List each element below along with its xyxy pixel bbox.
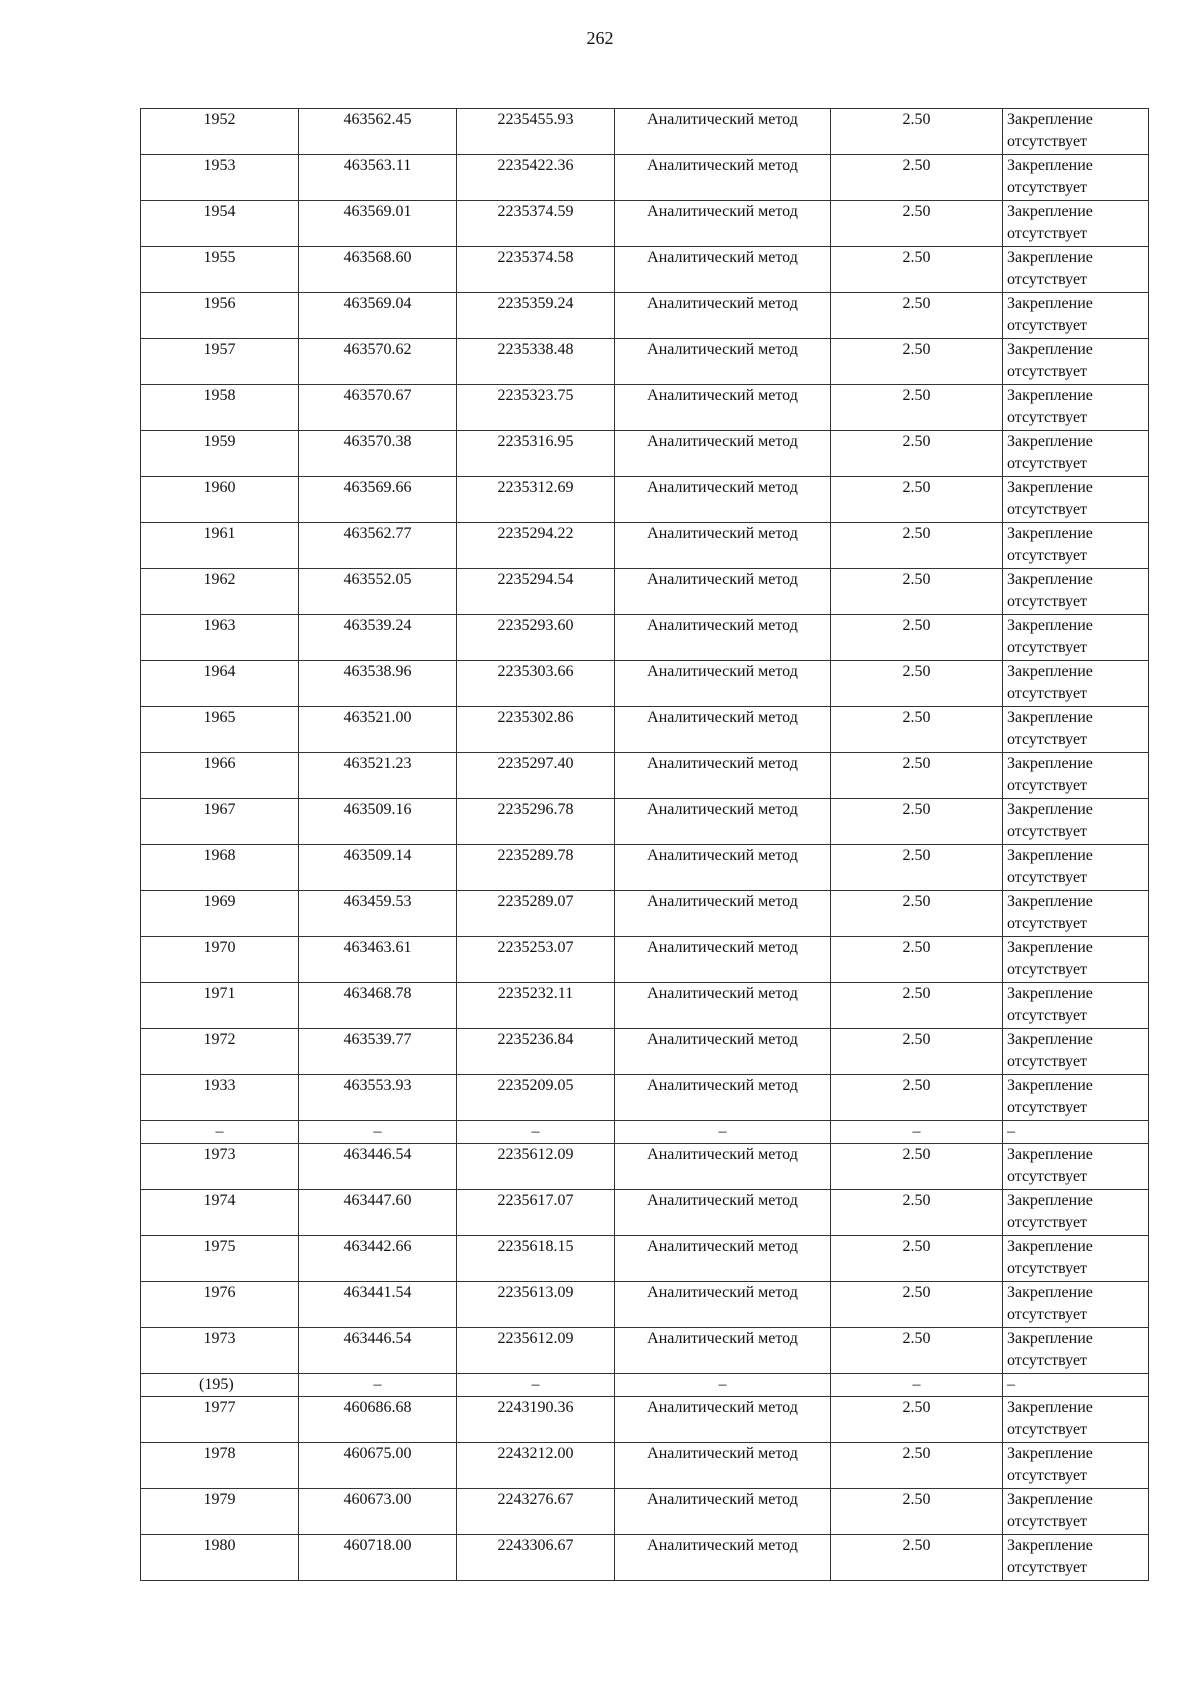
y-coordinate-cell: 2235297.40 [457, 753, 615, 799]
point-number-cell: 1952 [141, 109, 299, 155]
fixing-cell: Закрепление отсутствует [1003, 339, 1149, 385]
x-coordinate-cell: 463521.00 [299, 707, 457, 753]
error-cell: 2.50 [831, 983, 1003, 1029]
table-row [141, 1190, 1149, 1236]
point-number-cell: 1969 [141, 891, 299, 937]
fixing-cell: Закрепление отсутствует [1003, 1535, 1149, 1581]
table-row [141, 1489, 1149, 1535]
method-cell: Аналитический метод [615, 799, 831, 845]
y-coordinate-cell: 2235294.54 [457, 569, 615, 615]
method-cell: Аналитический метод [615, 477, 831, 523]
x-coordinate-cell: – [299, 1374, 457, 1397]
error-cell: 2.50 [831, 523, 1003, 569]
x-coordinate-cell: 463441.54 [299, 1282, 457, 1328]
y-coordinate-cell: 2235289.78 [457, 845, 615, 891]
y-coordinate-cell: 2235296.78 [457, 799, 615, 845]
fixing-cell: Закрепление отсутствует [1003, 155, 1149, 201]
error-cell: 2.50 [831, 247, 1003, 293]
fixing-cell: Закрепление отсутствует [1003, 615, 1149, 661]
method-cell: Аналитический метод [615, 339, 831, 385]
x-coordinate-cell: 463538.96 [299, 661, 457, 707]
table-row [141, 799, 1149, 845]
x-coordinate-cell: 463442.66 [299, 1236, 457, 1282]
method-cell: Аналитический метод [615, 1190, 831, 1236]
method-cell: Аналитический метод [615, 661, 831, 707]
point-number-cell: 1974 [141, 1190, 299, 1236]
fixing-cell: Закрепление отсутствует [1003, 1328, 1149, 1374]
y-coordinate-cell: 2235617.07 [457, 1190, 615, 1236]
method-cell: Аналитический метод [615, 707, 831, 753]
point-number-cell: 1975 [141, 1236, 299, 1282]
error-cell: 2.50 [831, 155, 1003, 201]
error-cell: 2.50 [831, 707, 1003, 753]
error-cell: 2.50 [831, 477, 1003, 523]
point-number-cell: 1956 [141, 293, 299, 339]
method-cell: Аналитический метод [615, 247, 831, 293]
error-cell: 2.50 [831, 753, 1003, 799]
method-cell: Аналитический метод [615, 155, 831, 201]
fixing-cell: Закрепление отсутствует [1003, 1029, 1149, 1075]
fixing-cell: Закрепление отсутствует [1003, 845, 1149, 891]
fixing-cell: Закрепление отсутствует [1003, 431, 1149, 477]
x-coordinate-cell: 463447.60 [299, 1190, 457, 1236]
y-coordinate-cell: 2235302.86 [457, 707, 615, 753]
page-number: 262 [586, 28, 614, 48]
y-coordinate-cell: 2235422.36 [457, 155, 615, 201]
table-row [141, 155, 1149, 201]
table-row [141, 385, 1149, 431]
table-row [141, 845, 1149, 891]
x-coordinate-cell: 463552.05 [299, 569, 457, 615]
point-number-cell: 1971 [141, 983, 299, 1029]
table-row [141, 1535, 1149, 1581]
fixing-cell: Закрепление отсутствует [1003, 1443, 1149, 1489]
fixing-cell: Закрепление отсутствует [1003, 247, 1149, 293]
x-coordinate-cell: 463562.45 [299, 109, 457, 155]
method-cell: Аналитический метод [615, 615, 831, 661]
error-cell: 2.50 [831, 937, 1003, 983]
y-coordinate-cell: 2243306.67 [457, 1535, 615, 1581]
error-cell: – [831, 1374, 1003, 1397]
separator-row [141, 1121, 1149, 1144]
method-cell: Аналитический метод [615, 845, 831, 891]
method-cell: Аналитический метод [615, 891, 831, 937]
point-number-cell: 1964 [141, 661, 299, 707]
y-coordinate-cell: 2235323.75 [457, 385, 615, 431]
point-number-cell: 1953 [141, 155, 299, 201]
fixing-cell: Закрепление отсутствует [1003, 1397, 1149, 1443]
fixing-cell: Закрепление отсутствует [1003, 983, 1149, 1029]
point-number-cell: 1973 [141, 1144, 299, 1190]
y-coordinate-cell: 2235455.93 [457, 109, 615, 155]
x-coordinate-cell: 463570.67 [299, 385, 457, 431]
error-cell: 2.50 [831, 1535, 1003, 1581]
point-number-cell: 1963 [141, 615, 299, 661]
point-number-cell: 1976 [141, 1282, 299, 1328]
x-coordinate-cell: 463569.66 [299, 477, 457, 523]
separator-row [141, 1374, 1149, 1397]
method-cell: Аналитический метод [615, 937, 831, 983]
point-number-cell: 1966 [141, 753, 299, 799]
y-coordinate-cell: 2235293.60 [457, 615, 615, 661]
x-coordinate-cell: 463446.54 [299, 1328, 457, 1374]
fixing-cell: Закрепление отсутствует [1003, 707, 1149, 753]
table-row [141, 431, 1149, 477]
x-coordinate-cell: 463539.24 [299, 615, 457, 661]
y-coordinate-cell: 2243190.36 [457, 1397, 615, 1443]
table-row [141, 477, 1149, 523]
point-number-cell: 1977 [141, 1397, 299, 1443]
point-number-cell: 1954 [141, 201, 299, 247]
error-cell: 2.50 [831, 1443, 1003, 1489]
x-coordinate-cell: 463468.78 [299, 983, 457, 1029]
method-cell: – [615, 1374, 831, 1397]
method-cell: Аналитический метод [615, 1328, 831, 1374]
x-coordinate-cell: 463570.38 [299, 431, 457, 477]
y-coordinate-cell: 2235294.22 [457, 523, 615, 569]
x-coordinate-cell: – [299, 1121, 457, 1144]
fixing-cell: Закрепление отсутствует [1003, 1144, 1149, 1190]
y-coordinate-cell: 2235612.09 [457, 1144, 615, 1190]
method-cell: Аналитический метод [615, 1535, 831, 1581]
x-coordinate-cell: 460675.00 [299, 1443, 457, 1489]
error-cell: 2.50 [831, 569, 1003, 615]
fixing-cell: – [1003, 1374, 1149, 1397]
x-coordinate-cell: 463553.93 [299, 1075, 457, 1121]
y-coordinate-cell: 2235618.15 [457, 1236, 615, 1282]
point-number-cell: 1957 [141, 339, 299, 385]
x-coordinate-cell: 463568.60 [299, 247, 457, 293]
point-number-cell: 1967 [141, 799, 299, 845]
fixing-cell: Закрепление отсутствует [1003, 937, 1149, 983]
fixing-cell: Закрепление отсутствует [1003, 385, 1149, 431]
method-cell: Аналитический метод [615, 1397, 831, 1443]
coordinates-table-body [141, 109, 1149, 1581]
x-coordinate-cell: 463509.16 [299, 799, 457, 845]
x-coordinate-cell: 463563.11 [299, 155, 457, 201]
point-number-cell: 1961 [141, 523, 299, 569]
error-cell: 2.50 [831, 109, 1003, 155]
y-coordinate-cell: 2235338.48 [457, 339, 615, 385]
table-row [141, 891, 1149, 937]
table-row [141, 109, 1149, 155]
x-coordinate-cell: 463521.23 [299, 753, 457, 799]
table-row [141, 247, 1149, 293]
method-cell: Аналитический метод [615, 753, 831, 799]
y-coordinate-cell: – [457, 1374, 615, 1397]
error-cell: 2.50 [831, 845, 1003, 891]
fixing-cell: Закрепление отсутствует [1003, 477, 1149, 523]
method-cell: Аналитический метод [615, 1282, 831, 1328]
y-coordinate-cell: 2235359.24 [457, 293, 615, 339]
table-row [141, 1282, 1149, 1328]
fixing-cell: Закрепление отсутствует [1003, 1190, 1149, 1236]
point-number-cell: 1978 [141, 1443, 299, 1489]
table-row [141, 1328, 1149, 1374]
point-number-cell: 1962 [141, 569, 299, 615]
fixing-cell: Закрепление отсутствует [1003, 799, 1149, 845]
method-cell: Аналитический метод [615, 201, 831, 247]
method-cell: – [615, 1121, 831, 1144]
error-cell: 2.50 [831, 385, 1003, 431]
error-cell: 2.50 [831, 1190, 1003, 1236]
table-row [141, 1443, 1149, 1489]
error-cell: 2.50 [831, 1489, 1003, 1535]
error-cell: 2.50 [831, 431, 1003, 477]
y-coordinate-cell: 2235374.58 [457, 247, 615, 293]
point-number-cell: 1955 [141, 247, 299, 293]
error-cell: 2.50 [831, 1075, 1003, 1121]
method-cell: Аналитический метод [615, 1236, 831, 1282]
method-cell: Аналитический метод [615, 385, 831, 431]
fixing-cell: Закрепление отсутствует [1003, 523, 1149, 569]
method-cell: Аналитический метод [615, 569, 831, 615]
error-cell: 2.50 [831, 891, 1003, 937]
error-cell: 2.50 [831, 293, 1003, 339]
fixing-cell: Закрепление отсутствует [1003, 661, 1149, 707]
y-coordinate-cell: 2235236.84 [457, 1029, 615, 1075]
fixing-cell: Закрепление отсутствует [1003, 201, 1149, 247]
table-row [141, 569, 1149, 615]
x-coordinate-cell: 463569.01 [299, 201, 457, 247]
error-cell: 2.50 [831, 1236, 1003, 1282]
point-number-cell: 1972 [141, 1029, 299, 1075]
table-row [141, 937, 1149, 983]
table-row [141, 707, 1149, 753]
y-coordinate-cell: 2235613.09 [457, 1282, 615, 1328]
point-number-cell: 1965 [141, 707, 299, 753]
y-coordinate-cell: 2235232.11 [457, 983, 615, 1029]
method-cell: Аналитический метод [615, 431, 831, 477]
x-coordinate-cell: 463562.77 [299, 523, 457, 569]
y-coordinate-cell: 2243212.00 [457, 1443, 615, 1489]
fixing-cell: Закрепление отсутствует [1003, 569, 1149, 615]
y-coordinate-cell: 2235316.95 [457, 431, 615, 477]
fixing-cell: Закрепление отсутствует [1003, 293, 1149, 339]
error-cell: – [831, 1121, 1003, 1144]
table-row [141, 201, 1149, 247]
error-cell: 2.50 [831, 1029, 1003, 1075]
point-number-cell: 1959 [141, 431, 299, 477]
point-number-cell: 1970 [141, 937, 299, 983]
fixing-cell: Закрепление отсутствует [1003, 1282, 1149, 1328]
error-cell: 2.50 [831, 201, 1003, 247]
x-coordinate-cell: 463459.53 [299, 891, 457, 937]
table-row [141, 661, 1149, 707]
point-number-cell: 1968 [141, 845, 299, 891]
point-number-cell: (195) [141, 1374, 299, 1397]
x-coordinate-cell: 463463.61 [299, 937, 457, 983]
table-row [141, 615, 1149, 661]
table-row [141, 1236, 1149, 1282]
y-coordinate-cell: – [457, 1121, 615, 1144]
x-coordinate-cell: 460686.68 [299, 1397, 457, 1443]
fixing-cell: – [1003, 1121, 1149, 1144]
x-coordinate-cell: 463569.04 [299, 293, 457, 339]
fixing-cell: Закрепление отсутствует [1003, 753, 1149, 799]
error-cell: 2.50 [831, 661, 1003, 707]
x-coordinate-cell: 463539.77 [299, 1029, 457, 1075]
error-cell: 2.50 [831, 1397, 1003, 1443]
x-coordinate-cell: 463570.62 [299, 339, 457, 385]
table-row [141, 339, 1149, 385]
error-cell: 2.50 [831, 1282, 1003, 1328]
y-coordinate-cell: 2235303.66 [457, 661, 615, 707]
error-cell: 2.50 [831, 799, 1003, 845]
point-number-cell: 1979 [141, 1489, 299, 1535]
x-coordinate-cell: 460673.00 [299, 1489, 457, 1535]
fixing-cell: Закрепление отсутствует [1003, 109, 1149, 155]
y-coordinate-cell: 2235209.05 [457, 1075, 615, 1121]
method-cell: Аналитический метод [615, 1144, 831, 1190]
error-cell: 2.50 [831, 615, 1003, 661]
table-row [141, 1397, 1149, 1443]
error-cell: 2.50 [831, 339, 1003, 385]
method-cell: Аналитический метод [615, 983, 831, 1029]
point-number-cell: 1960 [141, 477, 299, 523]
x-coordinate-cell: 463509.14 [299, 845, 457, 891]
fixing-cell: Закрепление отсутствует [1003, 891, 1149, 937]
table-row [141, 1029, 1149, 1075]
point-number-cell: – [141, 1121, 299, 1144]
point-number-cell: 1958 [141, 385, 299, 431]
fixing-cell: Закрепление отсутствует [1003, 1236, 1149, 1282]
error-cell: 2.50 [831, 1144, 1003, 1190]
table-row [141, 523, 1149, 569]
method-cell: Аналитический метод [615, 1029, 831, 1075]
point-number-cell: 1933 [141, 1075, 299, 1121]
point-number-cell: 1980 [141, 1535, 299, 1581]
table-row [141, 293, 1149, 339]
error-cell: 2.50 [831, 1328, 1003, 1374]
y-coordinate-cell: 2243276.67 [457, 1489, 615, 1535]
y-coordinate-cell: 2235612.09 [457, 1328, 615, 1374]
method-cell: Аналитический метод [615, 1443, 831, 1489]
x-coordinate-cell: 463446.54 [299, 1144, 457, 1190]
coordinates-table [140, 108, 1149, 1581]
table-row [141, 1144, 1149, 1190]
method-cell: Аналитический метод [615, 523, 831, 569]
method-cell: Аналитический метод [615, 109, 831, 155]
fixing-cell: Закрепление отсутствует [1003, 1489, 1149, 1535]
table-row [141, 753, 1149, 799]
y-coordinate-cell: 2235289.07 [457, 891, 615, 937]
table-row [141, 1075, 1149, 1121]
x-coordinate-cell: 460718.00 [299, 1535, 457, 1581]
method-cell: Аналитический метод [615, 293, 831, 339]
fixing-cell: Закрепление отсутствует [1003, 1075, 1149, 1121]
y-coordinate-cell: 2235312.69 [457, 477, 615, 523]
y-coordinate-cell: 2235253.07 [457, 937, 615, 983]
method-cell: Аналитический метод [615, 1489, 831, 1535]
method-cell: Аналитический метод [615, 1075, 831, 1121]
table-row [141, 983, 1149, 1029]
point-number-cell: 1973 [141, 1328, 299, 1374]
y-coordinate-cell: 2235374.59 [457, 201, 615, 247]
